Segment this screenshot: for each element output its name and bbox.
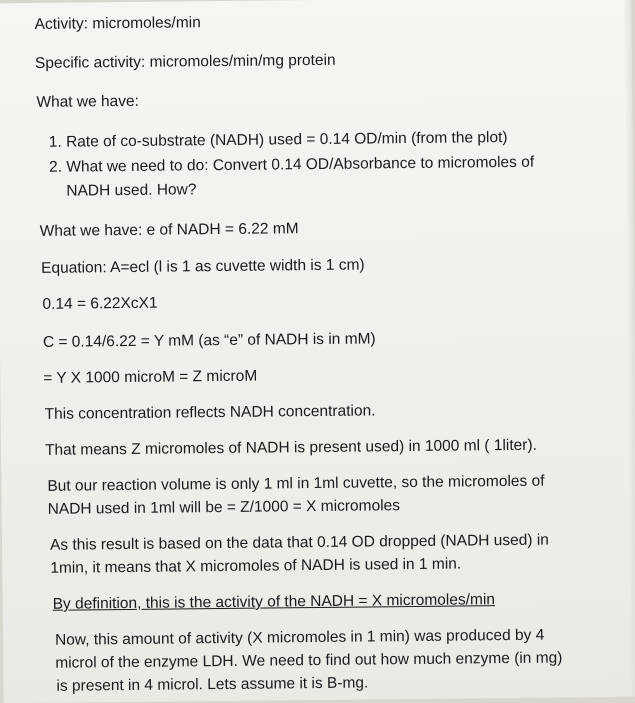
result-basis-line-1: As this result is based on the data that 0.14 OD dropped (NADH used) in: [49, 531, 549, 554]
list-item-2-line-2: NADH used. How?: [66, 181, 197, 200]
calculation-line-3: = Y X 1000 microM = Z microM: [43, 367, 258, 387]
reaction-volume-line-2: NADH used in 1ml will be = Z/1000 = X micromoles: [47, 497, 401, 518]
enzyme-note-line-3: is present in 4 microl. Lets assume it is B-mg.: [56, 674, 369, 695]
concentration-note: This concentration reflects NADH concentration.: [44, 402, 376, 423]
calculation-line-1: 0.14 = 6.22XcX1: [42, 294, 158, 313]
reaction-volume-line-1: But our reaction volume is only 1 ml in 1ml cuvette, so the micromoles of: [47, 472, 545, 495]
specific-activity-definition: Specific activity: micromoles/min/mg protein: [34, 51, 336, 72]
what-we-have-heading: What we have:: [36, 92, 140, 111]
enzyme-note-line-1: Now, this amount of activity (X micromoles in 1 min) was produced by 4: [54, 626, 545, 649]
page-edge-shadow: [623, 0, 635, 697]
extinction-coefficient-line: What we have: e of NADH = 6.22 mM: [39, 220, 299, 240]
list-item-2-line-1: 2. What we need to do: Convert 0.14 OD/Absorbance to micromoles of: [48, 153, 535, 176]
calculation-line-2: C = 0.14/6.22 = Y mM (as “e” of NADH is in mM): [42, 330, 376, 351]
activity-definition: Activity: micromoles/min: [34, 14, 201, 33]
enzyme-note-line-2: microl of the enzyme LDH. We need to find out how much enzyme (in mg): [55, 649, 563, 672]
definition-line: By definition, this is the activity of the NADH = X micromoles/min: [52, 591, 496, 613]
equation-line: Equation: A=ecl (l is 1 as cuvette width is 1 cm): [41, 256, 365, 277]
result-basis-line-2: 1min, it means that X micromoles of NADH is used in 1 min.: [50, 555, 462, 577]
list-item-1: 1. Rate of co-substrate (NADH) used = 0.14 OD/min (from the plot): [48, 128, 508, 151]
means-line: That means Z micromoles of NADH is present used) in 1000 ml ( 1liter).: [44, 436, 537, 459]
